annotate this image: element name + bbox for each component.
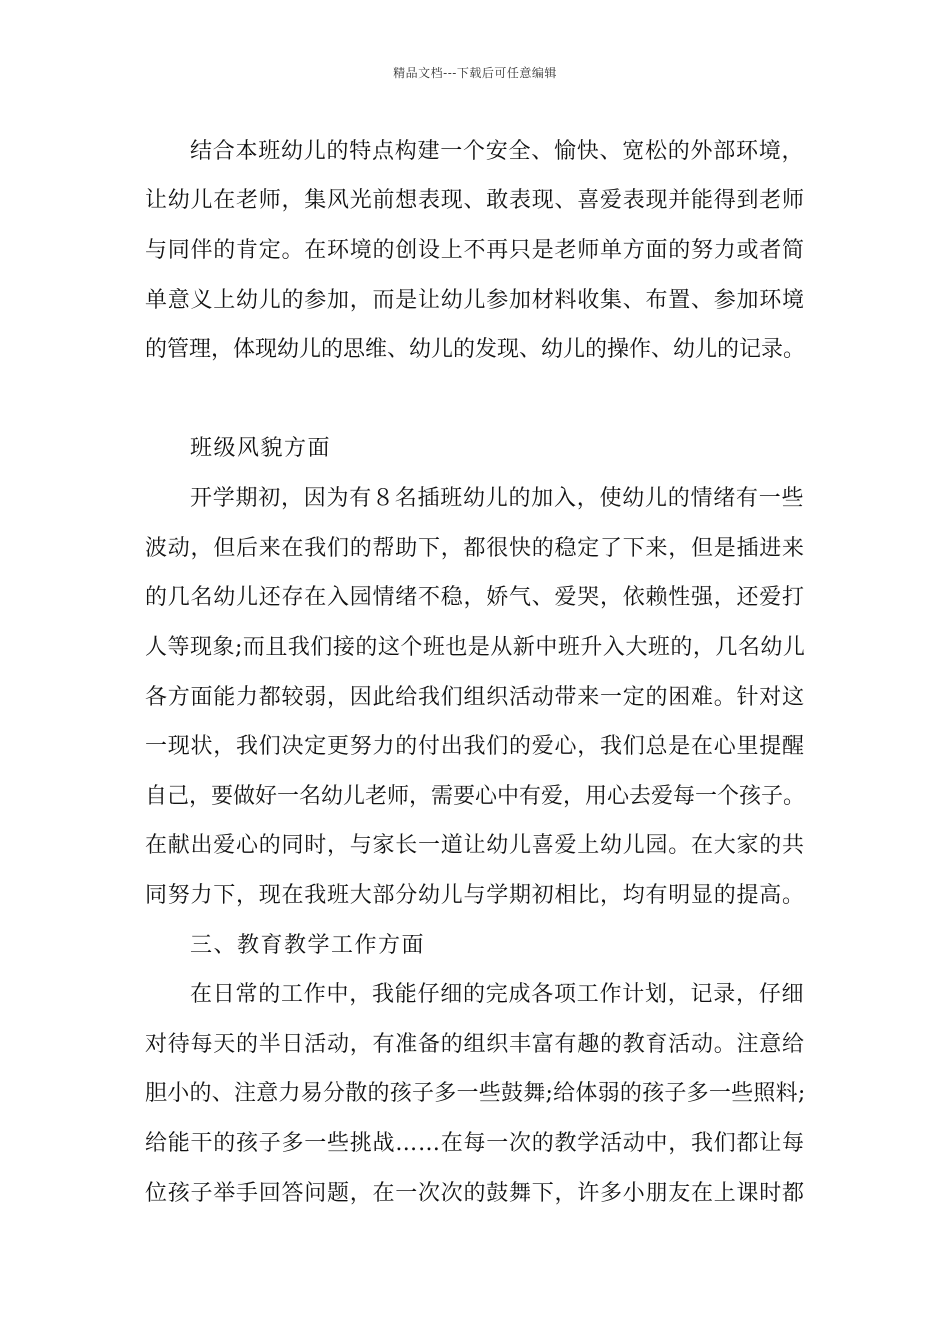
text-line: 人等现象;而且我们接的这个班也是从新中班升入大班的，几名幼儿 xyxy=(145,635,806,660)
text-line: 给能干的孩子多一些挑战……在每一次的教学活动中，我们都让每 xyxy=(145,1131,805,1156)
text-line: 对待每天的半日活动，有准备的组织丰富有趣的教育活动。注意给 xyxy=(145,1032,805,1057)
text-line: 波动，但后来在我们的帮助下，都很快的稳定了下来，但是插进来 xyxy=(145,536,805,561)
text-line: 同努力下，现在我班大部分幼儿与学期初相比，均有明显的提高。 xyxy=(145,883,805,908)
text-line: 自己，要做好一名幼儿老师，需要心中有爱，用心去爱每一个孩子。 xyxy=(145,784,806,809)
text-line: 在日常的工作中，我能仔细的完成各项工作计划，记录，仔细 xyxy=(190,982,805,1007)
text-line: 一现状，我们决定更努力的付出我们的爱心，我们总是在心里提醒 xyxy=(145,734,805,759)
text-line: 与同伴的肯定。在环境的创设上不再只是老师单方面的努力或者简 xyxy=(145,238,805,263)
text-line: 的管理，体现幼儿的思维、幼儿的发现、幼儿的操作、幼儿的记录。 xyxy=(145,337,806,362)
text-line: 单意义上幼儿的参加，而是让幼儿参加材料收集、布置、参加环境 xyxy=(145,288,805,313)
page-header: 精品文档---下载后可任意编辑 xyxy=(393,66,557,80)
text-line: 让幼儿在老师，集风光前想表现、敢表现、喜爱表现并能得到老师 xyxy=(145,188,805,213)
section-heading: 班级风貌方面 xyxy=(190,436,332,461)
text-line: 在献出爱心的同时，与家长一道让幼儿喜爱上幼儿园。在大家的共 xyxy=(145,833,805,858)
text-line: 结合本班幼儿的特点构建一个安全、愉快、宽松的外部环境， xyxy=(190,139,805,164)
text-line: 开学期初，因为有８名插班幼儿的加入，使幼儿的情绪有一些 xyxy=(190,486,805,511)
text-line: 胆小的、注意力易分散的孩子多一些鼓舞;给体弱的孩子多一些照料; xyxy=(145,1081,806,1106)
text-line: 各方面能力都较弱，因此给我们组织活动带来一定的困难。针对这 xyxy=(145,685,805,710)
text-line: 的几名幼儿还存在入园情绪不稳，娇气、爱哭，依赖性强，还爱打 xyxy=(145,585,805,610)
text-line: 位孩子举手回答问题，在一次次的鼓舞下，许多小朋友在上课时都 xyxy=(145,1181,805,1206)
section-heading: 三、教育教学工作方面 xyxy=(190,933,426,958)
